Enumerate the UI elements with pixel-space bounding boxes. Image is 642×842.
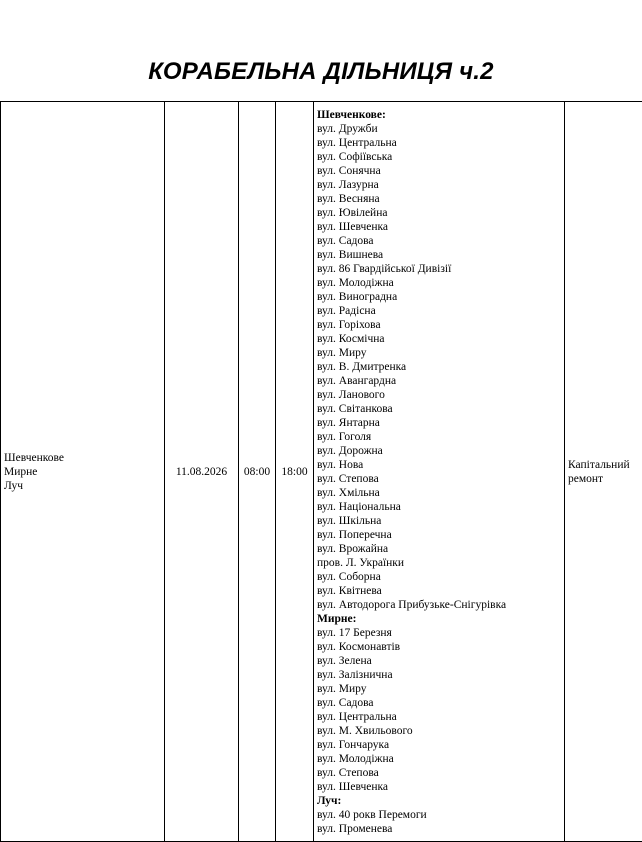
street-item: вул. Весняна	[317, 192, 561, 206]
street-item: вул. Виноградна	[317, 290, 561, 304]
street-item: вул. Національна	[317, 500, 561, 514]
table-row	[1, 102, 642, 842]
settlement-name: Шевченкове	[4, 451, 161, 465]
street-item: вул. Молодіжна	[317, 276, 561, 290]
settlement-group-title: Шевченкове:	[317, 108, 561, 122]
street-item: вул. Садова	[317, 234, 561, 248]
street-item: вул. Поперечна	[317, 528, 561, 542]
streets-cell	[314, 102, 565, 842]
street-item: вул. Софіївська	[317, 150, 561, 164]
street-item: вул. Променева	[317, 822, 561, 836]
street-item: вул. Космічна	[317, 332, 561, 346]
street-item: вул. Миру	[317, 682, 561, 696]
street-item: вул. Радісна	[317, 304, 561, 318]
outage-table	[0, 101, 642, 842]
street-item: вул. Сонячна	[317, 164, 561, 178]
street-item: вул. Янтарна	[317, 416, 561, 430]
page-title: КОРАБЕЛЬНА ДІЛЬНИЦЯ ч.2	[0, 58, 642, 86]
street-item: вул. Космонавтів	[317, 640, 561, 654]
street-item: вул. Степова	[317, 766, 561, 780]
street-item: вул. Вишнева	[317, 248, 561, 262]
street-item: вул. Ланового	[317, 388, 561, 402]
end-time-cell: 18:00	[276, 102, 314, 842]
street-item: вул. 40 рокв Перемоги	[317, 808, 561, 822]
date-cell: 11.08.2026	[165, 102, 239, 842]
street-item: вул. Гоголя	[317, 430, 561, 444]
street-item: вул. Шкільна	[317, 514, 561, 528]
street-item: вул. 86 Гвардійської Дивізії	[317, 262, 561, 276]
street-item: вул. Дорожна	[317, 444, 561, 458]
street-item: вул. Хмільна	[317, 486, 561, 500]
street-item: вул. Шевченка	[317, 220, 561, 234]
street-item: вул. Залізнична	[317, 668, 561, 682]
street-item: вул. Квітнева	[317, 584, 561, 598]
street-item: вул. Лазурна	[317, 178, 561, 192]
start-time-cell: 08:00	[239, 102, 276, 842]
street-item: вул. Авангардна	[317, 374, 561, 388]
street-item: вул. В. Дмитренка	[317, 360, 561, 374]
street-item: вул. Степова	[317, 472, 561, 486]
street-item: вул. Нова	[317, 458, 561, 472]
street-item: вул. Ювілейна	[317, 206, 561, 220]
settlement-group-title: Луч:	[317, 794, 561, 808]
street-item: вул. 17 Березня	[317, 626, 561, 640]
street-item: вул. Врожайна	[317, 542, 561, 556]
street-item: вул. Садова	[317, 696, 561, 710]
street-item: вул. Центральна	[317, 710, 561, 724]
street-item: вул. Соборна	[317, 570, 561, 584]
street-item: вул. Автодорога Прибузьке-Снігурівка	[317, 598, 561, 612]
street-item: вул. М. Хвильового	[317, 724, 561, 738]
settlement-group-title: Мирне:	[317, 612, 561, 626]
street-item: вул. Центральна	[317, 136, 561, 150]
street-item: вул. Зелена	[317, 654, 561, 668]
street-item: вул. Миру	[317, 346, 561, 360]
reason-cell: Капітальний ремонт	[565, 102, 642, 842]
street-item: вул. Молодіжна	[317, 752, 561, 766]
street-item: вул. Горіхова	[317, 318, 561, 332]
settlement-name: Луч	[4, 479, 161, 493]
street-item: вул. Гончарука	[317, 738, 561, 752]
street-item: вул. Дружби	[317, 122, 561, 136]
settlements-cell	[1, 102, 165, 842]
settlement-name: Мирне	[4, 465, 161, 479]
street-item: вул. Шевченка	[317, 780, 561, 794]
street-item: вул. Світанкова	[317, 402, 561, 416]
street-item: пров. Л. Українки	[317, 556, 561, 570]
